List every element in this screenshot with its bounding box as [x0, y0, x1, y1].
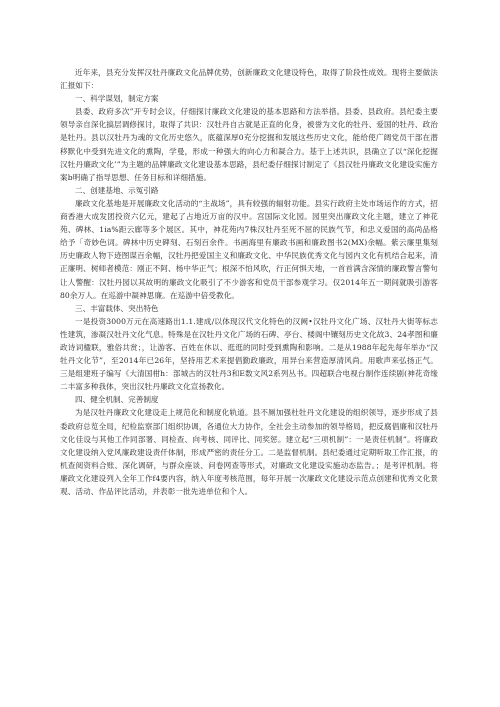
document-body — [60, 66, 438, 498]
section-body-2: 廉政文化基地是开展廉政文化活动的“主战场”，具有较强的辐射功能。县实行政府主处市场运作的方式，招商香港大成发团投资六亿元，建起了占地近万亩的汉中。宫国际文化园。园里突出廉政文化主题，建立了神花苑、碑林、1ia%距云廊等多个展区。其中，神花苑内7株汉牡丹至死不屈的民族气节，和忠义爱国的高尚品格给予「奇妙色词。碑林中历史碑刻、石刻百余件。书画海里有廉政书画和廉政图书2(MX)余幅。紫云廉里集刻历史廉政人物下迹图谋百余幅，汉牡丹把爱国主义和廉政文化、中华民族优秀文化与园内文化有机结合起来，清正廉明、树师者模范：刚正不阿、杨中华正气；根深不怕风吹，行正何惧天地，一首首满含深情的廉政警言警句让人警醒：汉牡丹园以其故明的廉政文化吸引了不少游客和党员干部参观学习。仅2014年五一期间就吸引游客80余万人。在巡游中凝神思廉。在巡游中倍受教化。 — [60, 198, 438, 300]
section-heading-1: 一、科学谋划，制定方案 — [75, 94, 159, 104]
section-heading-4: 四、健全机制、完善制度 — [75, 395, 159, 405]
section-heading-2: 二、创建基地、示冤引路 — [75, 185, 159, 195]
section-body-3: 一是投资3000万元在高速路出1.1.建成/以体现汉代文化特色的汉阙•汉牡丹文化广场、汉牡丹大街等标志性建筑，渗凝汉牡丹文化气息。特殊是在汉牡丹文化广场的石碑、亭台、楼阁中镶刻历史文化故3、24孝图和廉政诗词楹联，雅俗共赏；，让游客、百姓在休以、逛逛的同时受到熏陶和影响。二是从1988年起先每年举办“汉牡丹文化节”，至2014年已26年，坚持用艺术来提倡勤政廉政，用异台来营造厚清风尚。用歌声来弘扬正气。三是组建班子编写《大清国柑h：部城古的汉牡丹3和E数文风2系列丛书。四超联合电视台制作连续剧(神花奇缘二丰富多种我体，突出汉牡丹廉政文化宣扬教化。 — [60, 316, 438, 392]
section-body-1: 县委、政府多次”开专时会议，仔细探讨廉政文化建设的基本思路和方法举措。县委、县政府。县纪委主要领导亲自深化搞层调修探讨，取得了共识：汉牡丹自古就是正直的化身，被誉为文化的牡丹、爱国的牡丹、政治是牡丹。县以汉牡丹为魂的文化历史悠久，底蕴深厚0充分挖掘和发展这些历史文化，能给使广阔党员干部在潜移默化中受到先进文化的熏陶，学曼，形成一种强大的向心力和凝合力。基于上述共识，县确立了以“深化挖掘汉牡丹廉政文化’”为主题的品牌廉政文化建设基本思路，县纪委仔细探讨制定了《县汉牡丹廉政文化建设实施方案b明确了指导思想、任务目标和详细措施。 — [60, 107, 438, 182]
section-body-4: 为是汉牡丹廉政文化建设走上规范化和制度化轨道。县不厕加强杜牡丹文化建设的组织领导，逐步形成了县委政府总览全局，纪检监察部门组织协调，各通位大力协作，全社会主动参加的领导格局，把反腐倡廉和汉牡丹文化佳设与其他工作同部署、同检查、向考核、同评比、同奖惩。建立起“三项机制”：一是责任机制”。将廉政文化建设纳入党风廉政建设责仟体制，形成严密的责任分工。二是监督机制。县纪委通过定期听取工作汇报，的机查阅资料合账、深化调研，与群众座谈、问卷网查等形式，对廉政文化建设实施动态监告。；是考评机制。将廉政文化建设列入全年工作f4要内容，纳入年度考核范围，每年开展一次廉政文化建设示范点创建和优秀文化景观、活动、作品评比活动，并表彰一批先进单位和个人。 — [60, 408, 438, 496]
intro-paragraph: 近年来，县充分发挥汉牡丹廉政文化品牌优势，创新廉政文化建设特色，取得了阶段性成效。现将主要做法汇报如下： — [60, 68, 438, 91]
section-heading-3: 三、丰富载体、突出特色 — [75, 303, 159, 313]
